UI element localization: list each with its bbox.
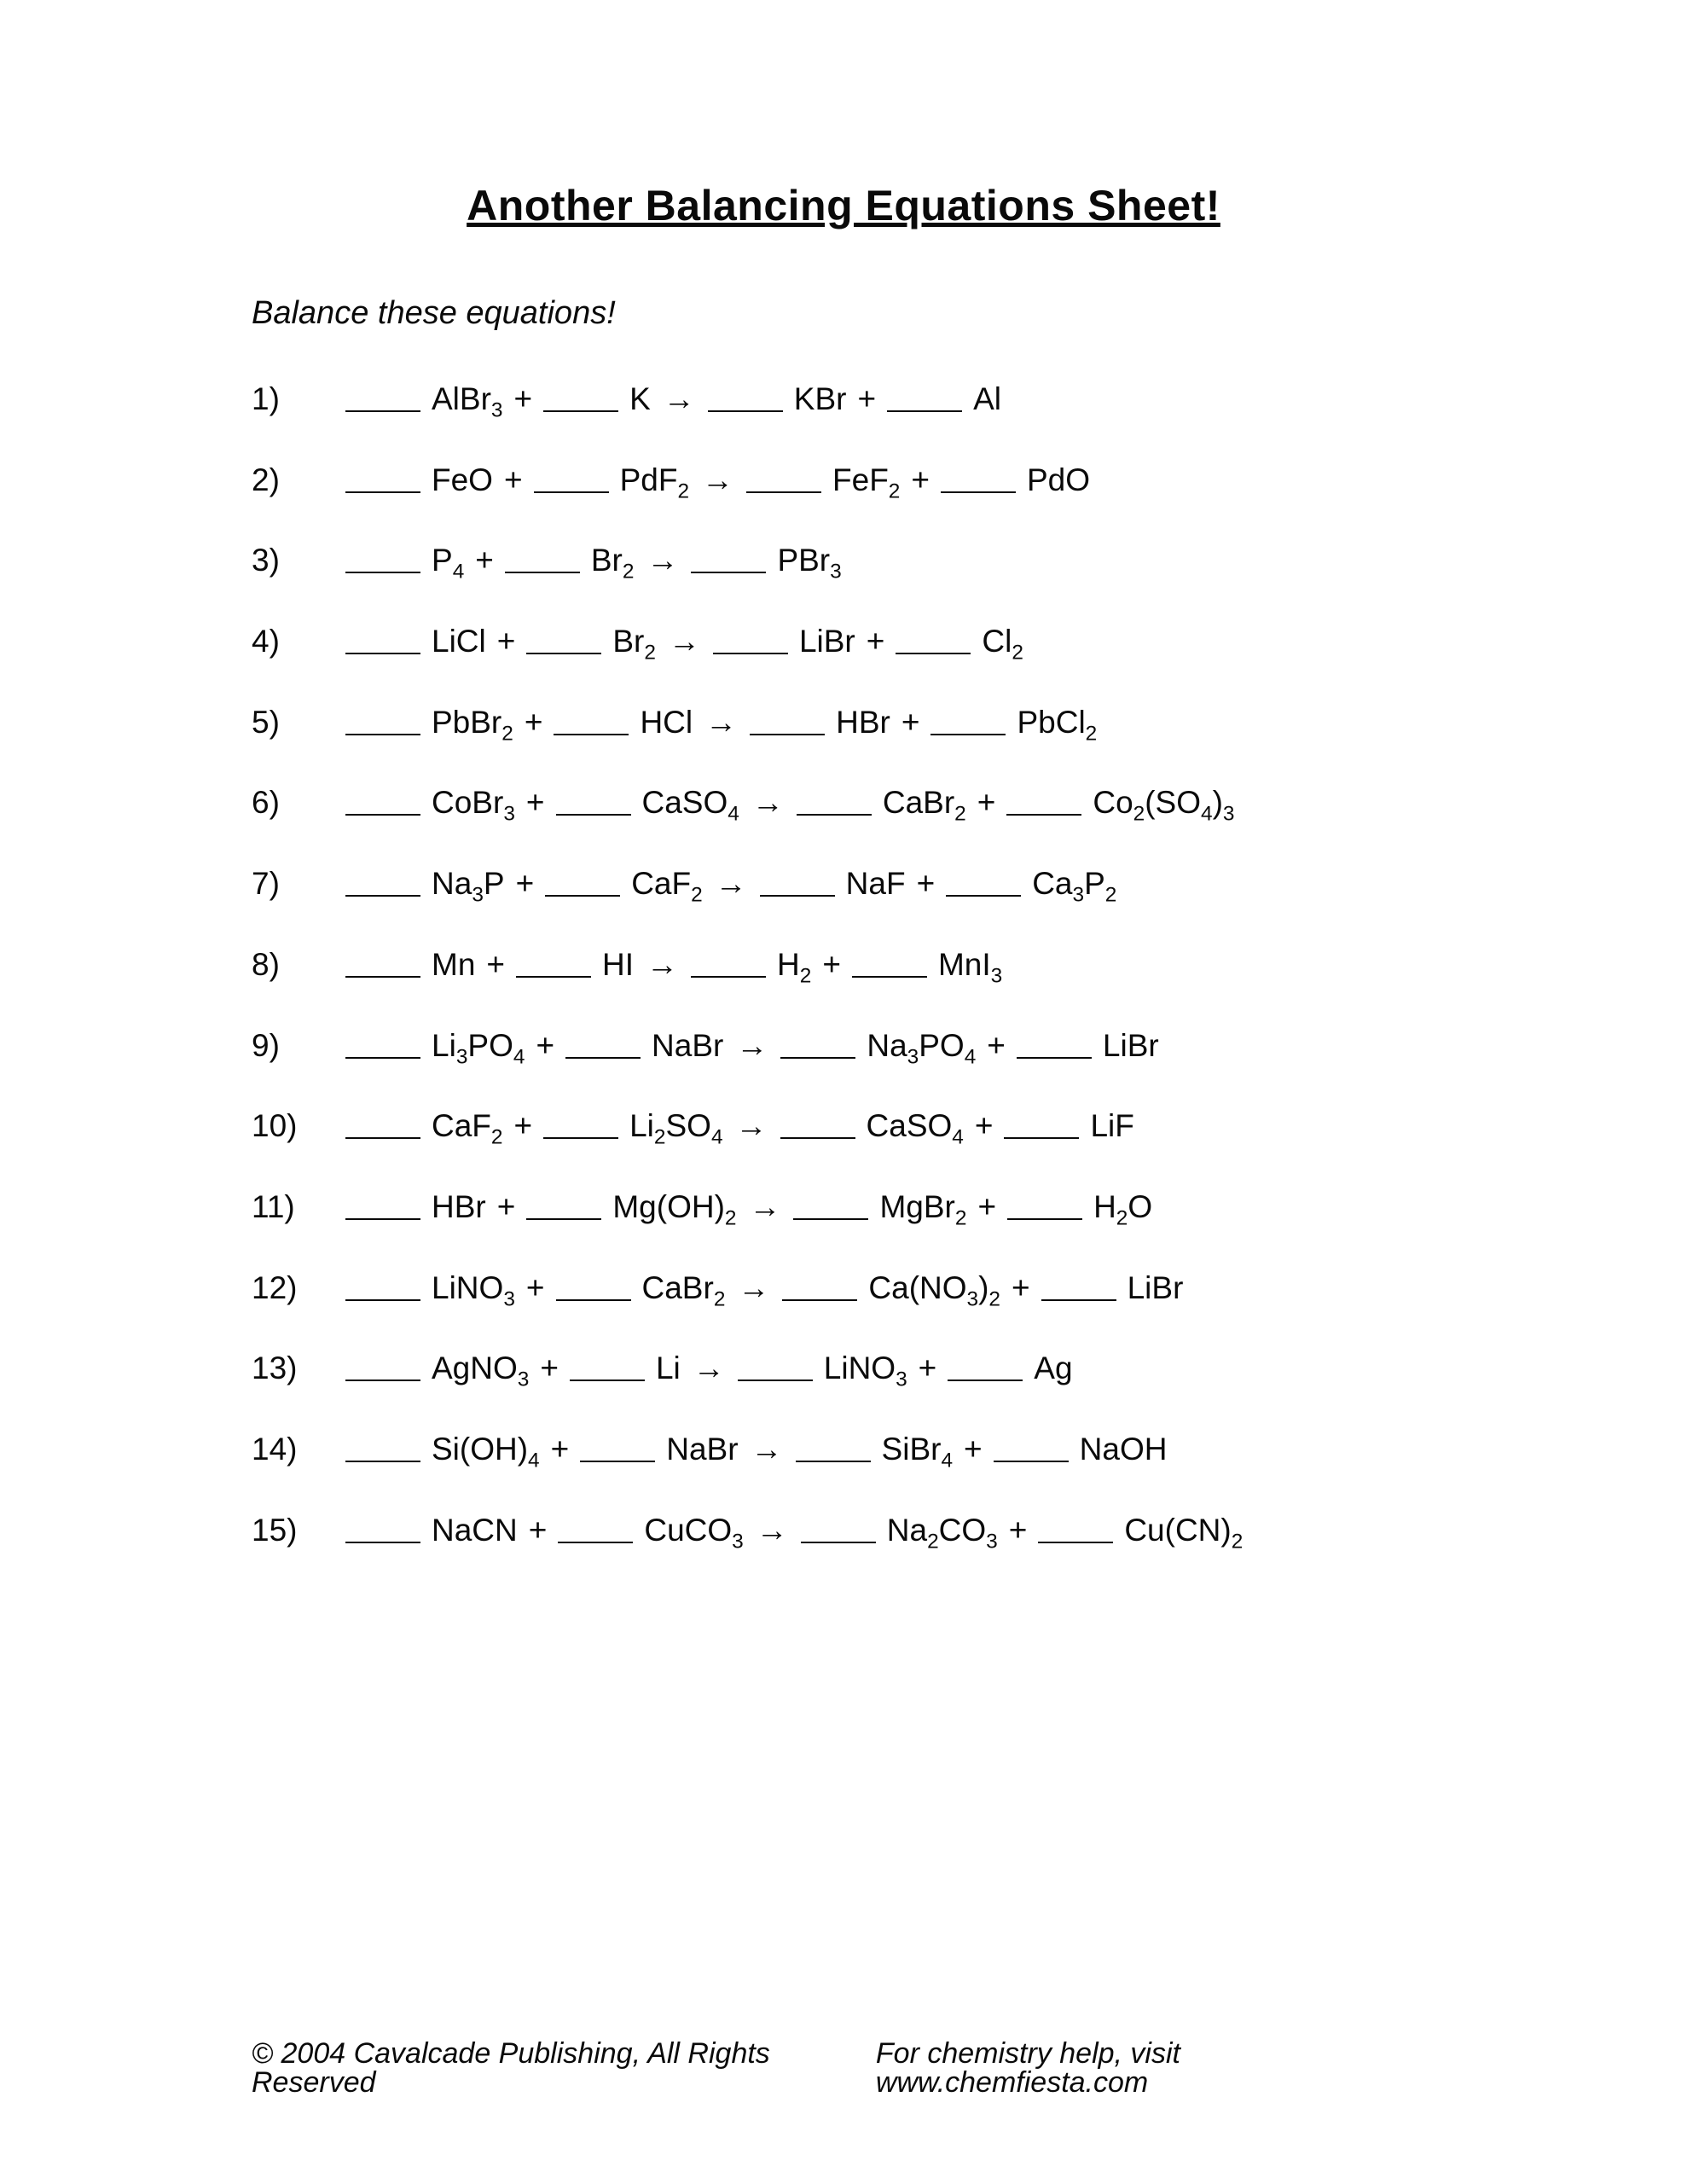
chemical-formula: SiBr$_4$ xyxy=(881,1431,954,1472)
equation-body xyxy=(345,462,1091,503)
coefficient-blank xyxy=(580,1461,655,1462)
chemical-formula: MnI$_3$ xyxy=(937,946,1003,988)
page-footer xyxy=(252,2039,1437,2097)
equation-number: 5) xyxy=(252,704,280,740)
arrow-icon: → xyxy=(646,946,679,982)
coefficient-blank xyxy=(1006,814,1081,816)
chemical-formula: $Li_3PO_4$ xyxy=(432,1027,525,1068)
chemical-formula: $H_2O$ xyxy=(1093,1188,1153,1230)
coefficient-blank xyxy=(345,814,420,816)
chemical-formula: LiNO$_3$ xyxy=(823,1350,907,1391)
plus-operator: + xyxy=(1012,1269,1030,1305)
arrow-icon: → xyxy=(735,1108,768,1144)
chemical-formula: LiBr xyxy=(1127,1269,1184,1305)
chemical-formula: CaSO$_4$ xyxy=(641,785,739,826)
plus-operator: + xyxy=(540,1350,559,1386)
instructions-text: Balance these equations! xyxy=(252,295,616,331)
plus-operator: + xyxy=(496,1188,516,1224)
chemical-formula: KBr xyxy=(793,381,847,416)
equations-list xyxy=(252,381,1435,1554)
coefficient-blank xyxy=(930,734,1006,735)
chemical-formula: PBr$_3$ xyxy=(777,543,842,584)
plus-operator: + xyxy=(525,1269,545,1305)
chemical-formula: PdO xyxy=(1026,462,1091,497)
coefficient-blank xyxy=(543,410,618,412)
plus-operator: + xyxy=(987,1027,1006,1063)
chemical-formula: NaOH xyxy=(1079,1431,1168,1467)
equation-row xyxy=(252,543,1435,584)
coefficient-blank xyxy=(946,895,1021,897)
equation-number: 2) xyxy=(252,462,280,497)
chemical-formula: LiBr xyxy=(798,624,855,659)
equation-number: 15) xyxy=(252,1512,298,1548)
arrow-icon: → xyxy=(646,543,679,578)
chemical-formula: $Cu(CN)_2$ xyxy=(1124,1512,1244,1554)
plus-operator: + xyxy=(964,1431,983,1467)
equation-row xyxy=(252,1027,1435,1068)
plus-operator: + xyxy=(1008,1512,1028,1548)
coefficient-blank xyxy=(345,976,420,978)
equation-row xyxy=(252,1269,1435,1310)
equation-number: 12) xyxy=(252,1269,298,1305)
chemical-formula: Al xyxy=(973,381,1001,416)
equation-number: 7) xyxy=(252,866,280,902)
coefficient-blank xyxy=(345,1057,420,1059)
chemical-formula: CaBr$_2$ xyxy=(641,1269,726,1310)
equation-row xyxy=(252,866,1435,907)
chemical-formula: NaBr xyxy=(666,1431,739,1467)
plus-operator: + xyxy=(918,1350,937,1386)
plus-operator: + xyxy=(524,704,543,740)
equation-number: 11) xyxy=(252,1188,295,1224)
coefficient-blank xyxy=(760,895,835,897)
coefficient-blank xyxy=(801,1542,876,1543)
chemical-formula: $Ca_3P_2$ xyxy=(1032,866,1117,907)
arrow-icon: → xyxy=(749,1188,781,1224)
equation-row xyxy=(252,1431,1435,1472)
equation-row xyxy=(252,381,1435,422)
chemical-formula: LiNO$_3$ xyxy=(432,1269,515,1310)
coefficient-blank xyxy=(345,491,420,493)
coefficient-blank xyxy=(345,1461,420,1462)
equation-row xyxy=(252,1108,1435,1149)
coefficient-blank xyxy=(565,1057,641,1059)
equation-body xyxy=(345,1269,1184,1310)
coefficient-blank xyxy=(554,734,629,735)
chemical-formula: Ag xyxy=(1034,1350,1073,1386)
coefficient-blank xyxy=(948,1380,1023,1381)
chemical-formula: NaCN xyxy=(432,1512,518,1548)
plus-operator: + xyxy=(550,1431,570,1467)
coefficient-blank xyxy=(345,1542,420,1543)
coefficient-blank xyxy=(1038,1542,1113,1543)
equation-number: 3) xyxy=(252,543,280,578)
plus-operator: + xyxy=(857,381,877,416)
equation-body xyxy=(345,543,842,584)
plus-operator: + xyxy=(513,1108,533,1144)
arrow-icon: → xyxy=(751,1431,783,1467)
chemical-formula: HBr xyxy=(432,1188,486,1224)
equation-row xyxy=(252,1512,1435,1554)
equation-row xyxy=(252,624,1435,665)
coefficient-blank xyxy=(526,653,601,654)
equation-number: 13) xyxy=(252,1350,298,1386)
chemical-formula: $Na_3PO_4$ xyxy=(867,1027,977,1068)
coefficient-blank xyxy=(713,653,788,654)
chemical-formula: $P_4$ xyxy=(432,543,465,584)
chemical-formula: $Li_2SO_4$ xyxy=(629,1108,723,1149)
equation-body xyxy=(345,1108,1134,1149)
chemical-formula: K xyxy=(629,381,651,416)
equation-body xyxy=(345,624,1023,665)
plus-operator: + xyxy=(528,1512,548,1548)
coefficient-blank xyxy=(526,1218,601,1220)
plus-operator: + xyxy=(536,1027,555,1063)
coefficient-blank xyxy=(345,1137,420,1139)
arrow-icon: → xyxy=(702,462,734,497)
arrow-icon: → xyxy=(756,1512,788,1548)
coefficient-blank xyxy=(534,491,609,493)
arrow-icon: → xyxy=(693,1350,725,1386)
chemical-formula: $Co_2(SO_4)_3$ xyxy=(1093,785,1235,826)
chemical-formula: CuCO$_3$ xyxy=(644,1512,744,1554)
equation-body xyxy=(345,1027,1159,1068)
equation-body xyxy=(345,1188,1153,1230)
coefficient-blank xyxy=(1007,1218,1082,1220)
plus-operator: + xyxy=(977,785,996,821)
equation-row xyxy=(252,946,1435,988)
coefficient-blank xyxy=(750,734,825,735)
chemical-formula: $Ca(NO_3)_2$ xyxy=(868,1269,1000,1310)
plus-operator: + xyxy=(916,866,936,902)
coefficient-blank xyxy=(793,1218,868,1220)
arrow-icon: → xyxy=(705,704,738,740)
equation-row xyxy=(252,462,1435,503)
arrow-icon: → xyxy=(715,866,747,902)
chemical-formula: Li xyxy=(655,1350,681,1386)
equation-number: 4) xyxy=(252,624,280,659)
coefficient-blank xyxy=(1041,1299,1116,1301)
coefficient-blank xyxy=(708,410,783,412)
coefficient-blank xyxy=(345,410,420,412)
chemical-formula: CaF$_2$ xyxy=(631,866,703,907)
coefficient-blank xyxy=(797,814,872,816)
coefficient-blank xyxy=(746,491,821,493)
chemical-formula: HBr xyxy=(836,704,890,740)
coefficient-blank xyxy=(345,1218,420,1220)
coefficient-blank xyxy=(556,814,631,816)
equation-number: 6) xyxy=(252,785,280,821)
arrow-icon: → xyxy=(751,785,784,821)
chemical-formula: $Na_2CO_3$ xyxy=(886,1512,998,1554)
plus-operator: + xyxy=(977,1188,997,1224)
equation-body xyxy=(345,785,1235,826)
chemical-formula: MgBr$_2$ xyxy=(879,1188,967,1230)
chemical-formula: HI xyxy=(602,946,635,982)
plus-operator: + xyxy=(515,866,535,902)
equation-body xyxy=(345,1431,1168,1472)
equation-body xyxy=(345,866,1117,907)
equation-row xyxy=(252,1188,1435,1230)
plus-operator: + xyxy=(866,624,885,659)
coefficient-blank xyxy=(1004,1137,1079,1139)
chemical-formula: $Na_3P$ xyxy=(432,866,505,907)
equation-number: 9) xyxy=(252,1027,280,1063)
chemical-formula: $Cl_2$ xyxy=(982,624,1023,665)
chemical-formula: CaBr$_2$ xyxy=(882,785,966,826)
coefficient-blank xyxy=(345,653,420,654)
chemical-formula: AgNO$_3$ xyxy=(432,1350,530,1391)
chemical-formula: PdF$_2$ xyxy=(619,462,690,503)
coefficient-blank xyxy=(505,572,580,573)
chemical-formula: $H_2$ xyxy=(777,946,812,988)
plus-operator: + xyxy=(486,946,506,982)
footer-help-text: For chemistry help, visit www.chemfiesta.com xyxy=(875,2037,1180,2099)
footer-copyright: © 2004 Cavalcade Publishing, All Rights Reserved xyxy=(252,2037,770,2099)
chemical-formula: LiBr xyxy=(1102,1027,1159,1063)
plus-operator: + xyxy=(822,946,841,982)
plus-operator: + xyxy=(496,624,516,659)
equation-body xyxy=(345,1512,1244,1554)
coefficient-blank xyxy=(558,1542,633,1543)
coefficient-blank xyxy=(852,976,927,978)
coefficient-blank xyxy=(345,734,420,735)
chemical-formula: FeF$_2$ xyxy=(832,462,901,503)
equation-number: 10) xyxy=(252,1108,298,1144)
coefficient-blank xyxy=(345,1299,420,1301)
page-title: Another Balancing Equations Sheet! xyxy=(467,182,1220,229)
plus-operator: + xyxy=(503,462,523,497)
chemical-formula: CaF$_2$ xyxy=(432,1108,503,1149)
chemical-formula: CaSO$_4$ xyxy=(866,1108,964,1149)
equation-row xyxy=(252,785,1435,826)
coefficient-blank xyxy=(887,410,962,412)
arrow-icon: → xyxy=(736,1027,768,1063)
equation-body xyxy=(345,946,1003,988)
chemical-formula: $Br_2$ xyxy=(612,624,656,665)
plus-operator: + xyxy=(513,381,533,416)
coefficient-blank xyxy=(345,1380,420,1381)
arrow-icon: → xyxy=(663,381,695,416)
coefficient-blank xyxy=(570,1380,645,1381)
coefficient-blank xyxy=(516,976,591,978)
plus-operator: + xyxy=(911,462,930,497)
coefficient-blank xyxy=(545,895,620,897)
coefficient-blank xyxy=(994,1461,1069,1462)
chemical-formula: FeO xyxy=(432,462,493,497)
chemical-formula: HCl xyxy=(640,704,693,740)
equation-row xyxy=(252,704,1435,746)
chemical-formula: NaF xyxy=(845,866,906,902)
coefficient-blank xyxy=(941,491,1016,493)
equation-number: 1) xyxy=(252,381,280,416)
chemical-formula: Mn xyxy=(432,946,476,982)
equation-number: 8) xyxy=(252,946,280,982)
chemical-formula: PbBr$_2$ xyxy=(432,704,513,746)
coefficient-blank xyxy=(345,895,420,897)
chemical-formula: $Si(OH)_4$ xyxy=(432,1431,540,1472)
coefficient-blank xyxy=(556,1299,631,1301)
coefficient-blank xyxy=(782,1299,857,1301)
plus-operator: + xyxy=(525,785,545,821)
coefficient-blank xyxy=(796,1461,871,1462)
chemical-formula: NaBr xyxy=(652,1027,724,1063)
coefficient-blank xyxy=(896,653,971,654)
equation-body xyxy=(345,704,1098,746)
coefficient-blank xyxy=(691,572,766,573)
coefficient-blank xyxy=(1017,1057,1092,1059)
coefficient-blank xyxy=(691,976,766,978)
coefficient-blank xyxy=(543,1137,618,1139)
coefficient-blank xyxy=(780,1137,855,1139)
equation-body xyxy=(345,381,1001,422)
chemical-formula: CoBr$_3$ xyxy=(432,785,515,826)
plus-operator: + xyxy=(901,704,920,740)
coefficient-blank xyxy=(780,1057,855,1059)
chemical-formula: $Br_2$ xyxy=(590,543,635,584)
arrow-icon: → xyxy=(738,1269,770,1305)
equation-row xyxy=(252,1350,1435,1391)
chemical-formula: $Mg(OH)_2$ xyxy=(612,1188,737,1230)
equation-number: 14) xyxy=(252,1431,298,1467)
chemical-formula: LiF xyxy=(1090,1108,1134,1144)
chemical-formula: PbCl$_2$ xyxy=(1017,704,1098,746)
coefficient-blank xyxy=(345,572,420,573)
equation-body xyxy=(345,1350,1073,1391)
chemical-formula: AlBr$_3$ xyxy=(432,381,503,422)
plus-operator: + xyxy=(475,543,494,578)
plus-operator: + xyxy=(974,1108,994,1144)
arrow-icon: → xyxy=(668,624,700,659)
coefficient-blank xyxy=(738,1380,813,1381)
chemical-formula: LiCl xyxy=(432,624,486,659)
